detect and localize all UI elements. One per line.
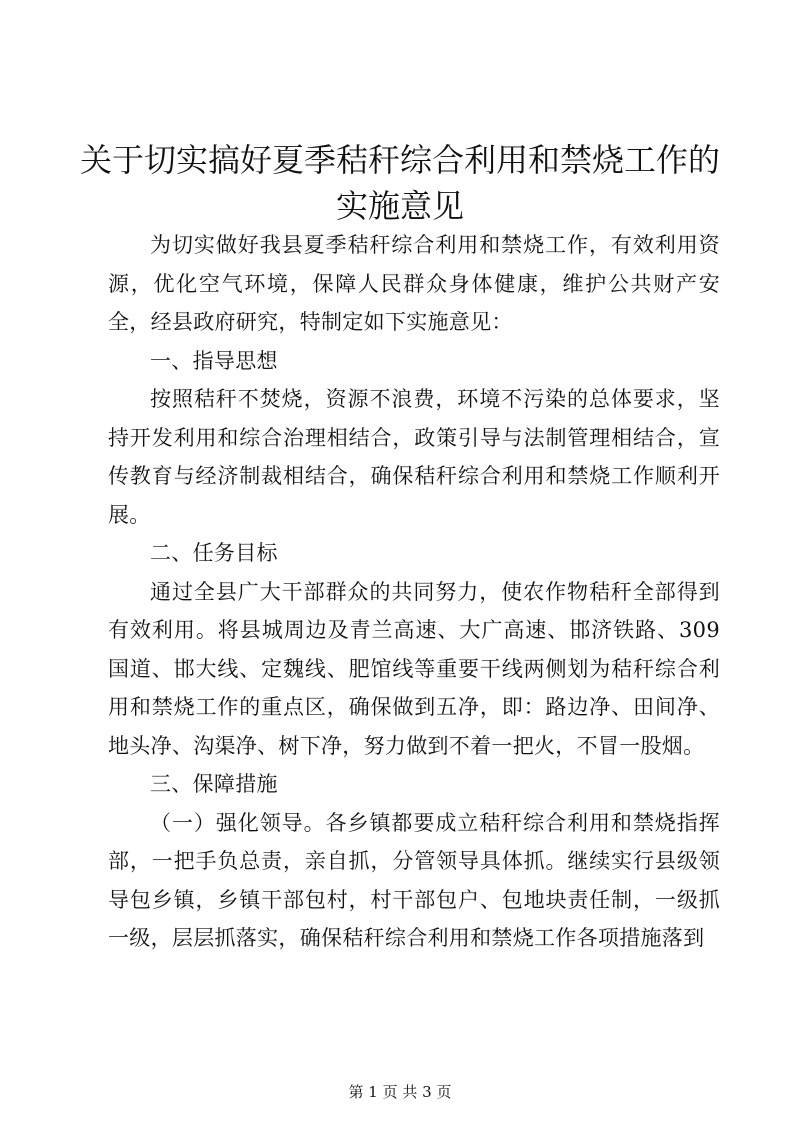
document-title-line-2: 实施意见 bbox=[335, 187, 464, 225]
section-heading-safeguard-measures: 三、保障措施 bbox=[150, 772, 278, 796]
section-heading-task-goals: 二、任务目标 bbox=[150, 541, 278, 565]
page-number-footer: 第 1 页 共 3 页 bbox=[348, 1083, 452, 1101]
document-body bbox=[108, 226, 720, 958]
task-goals-paragraph: 通过全县广大干部群众的共同努力，使农作物秸秆全部得到有效利用。将县城周边及青兰高速、大广高速、邯济铁路、309国道、邯大线、定魏线、肥馆线等重要干线两侧划为秸秆综合利用和禁烧工作的重点区，确保做到五净，即：路边净、田间净、地头净、沟渠净、树下净，努力做到不着一把火，不冒一股烟。 bbox=[108, 579, 720, 758]
intro-paragraph: 为切实做好我县夏季秸秆综合利用和禁烧工作，有效利用资源，优化空气环境，保障人民群众身体健康，维护公共财产安全，经县政府研究，特制定如下实施意见： bbox=[108, 233, 720, 334]
document-title-line-1: 关于切实搞好夏季秸秆综合利用和禁烧工作的 bbox=[79, 141, 720, 179]
section-heading-guiding-ideology: 一、指导思想 bbox=[150, 348, 278, 373]
safeguard-measures-paragraph-1: （一）强化领导。各乡镇都要成立秸秆综合利用和禁烧指挥部，一把手负总责，亲自抓，分管领导具体抓。继续实行县级领导包乡镇，乡镇干部包村，村干部包户、包地块责任制，一级抓一级，层层抓落实，确保秸秆综合利用和禁烧工作各项措施落到 bbox=[108, 810, 720, 950]
guiding-ideology-paragraph: 按照秸秆不焚烧，资源不浪费，环境不污染的总体要求，坚持开发利用和综合治理相结合，政策引导与法制管理相结合，宣传教育与经济制裁相结合，确保秸秆综合利用和禁烧工作顺利开展。 bbox=[108, 387, 720, 527]
